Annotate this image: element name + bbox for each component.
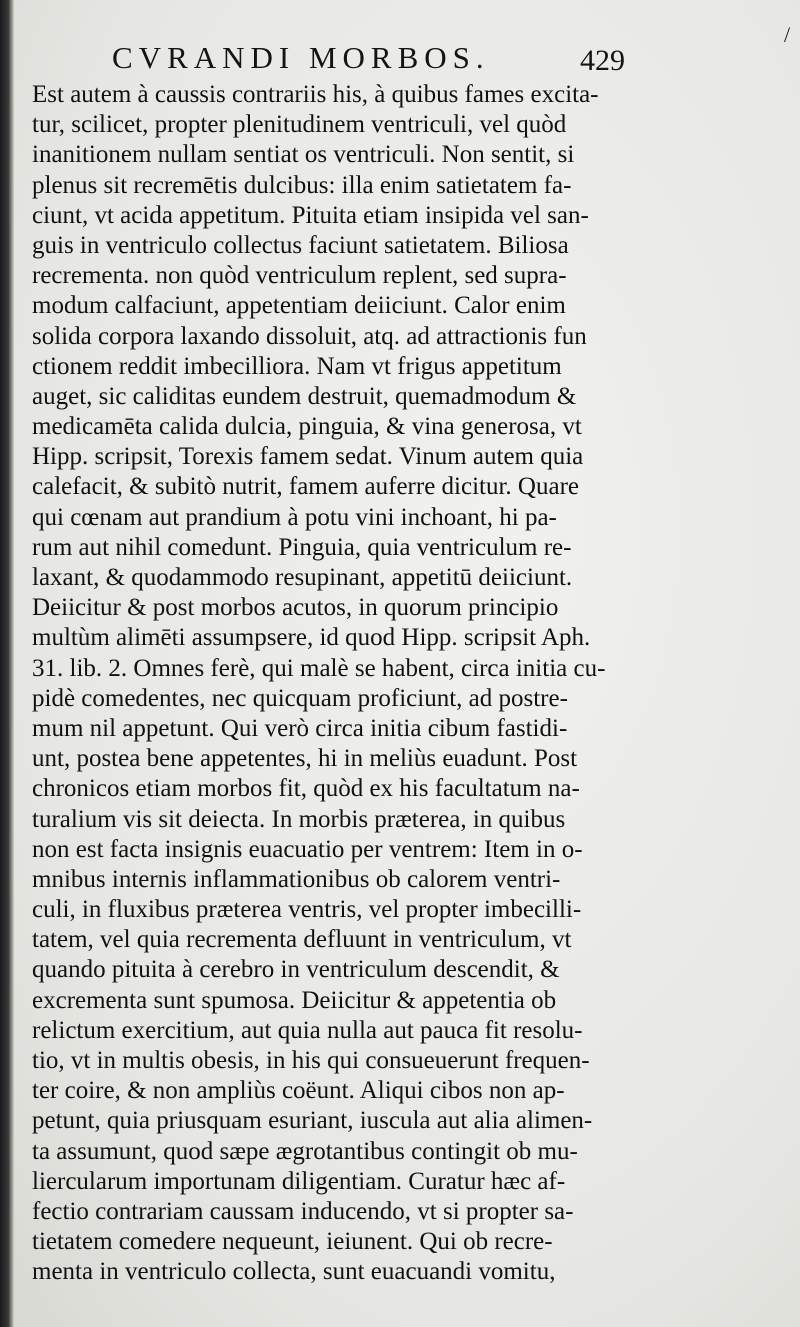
- text-line: tur, scilicet, propter plenitudinem ventriculi, vel quòd: [32, 111, 567, 139]
- text-line: fectio contrariam caussam inducendo, vt si propter sa-: [32, 1197, 574, 1225]
- text-line: auget, sic caliditas eundem destruit, quemadmodum &: [32, 382, 577, 410]
- margin-mark: /: [784, 22, 791, 47]
- text-line: tietatem comedere nequeunt, ieiunent. Qui ob recre-: [32, 1228, 553, 1256]
- text-line: calefacit, & subitò nutrit, famem auferre dicitur. Quare: [32, 473, 579, 501]
- text-line: recrementa. non quòd ventriculum replent, sed supra-: [32, 262, 567, 290]
- text-line: ciunt, vt acida appetitum. Pituita etiam insipida vel san-: [32, 201, 589, 229]
- text-line: rum aut nihil comedunt. Pinguia, quia ventriculum re-: [32, 533, 572, 561]
- text-line: ctionem reddit imbecilliora. Nam vt frigus appetitum: [32, 352, 562, 380]
- text-line: pidè comedentes, nec quicquam proficiunt, ad postre-: [32, 684, 568, 712]
- text-line: guis in ventriculo collectus faciunt satietatem. Biliosa: [32, 231, 569, 259]
- text-line: tio, vt in multis obesis, in his qui consueuerunt frequen-: [32, 1047, 590, 1074]
- text-line: excrementa sunt spumosa. Deiicitur & appetentia ob: [32, 986, 557, 1014]
- text-line: ter coire, & non ampliùs coëunt. Aliqui cibos non ap-: [32, 1077, 565, 1105]
- text-line: solida corpora laxando dissoluit, atq. ad attractionis fun: [32, 322, 587, 350]
- text-line: mum nil appetunt. Qui verò circa initia cibum fastidi-: [32, 714, 568, 742]
- book-gutter-shadow: [0, 0, 14, 1327]
- text-line: medicamēta calida dulcia, pinguia, & vina generosa, vt: [32, 413, 582, 441]
- page-header: [14, 36, 800, 86]
- text-line: relictum exercitium, aut quia nulla aut pauca fit resolu-: [32, 1016, 583, 1044]
- text-line: qui cœnam aut prandium à potu vini inchoant, hi pa-: [32, 503, 557, 531]
- text-line: inanitionem nullam sentiat os ventriculi. Non sentit, si: [32, 141, 575, 169]
- text-line: menta in ventriculo collecta, sunt euacuandi vomitu,: [32, 1258, 556, 1286]
- text-line: Deiicitur & post morbos acutos, in quorum principio: [32, 594, 559, 622]
- page-paper: [14, 0, 800, 1327]
- page-number: 429: [580, 44, 625, 77]
- text-line: 31. lib. 2. Omnes ferè, qui malè se habent, circa initia cu-: [32, 654, 606, 682]
- body-text: [32, 80, 654, 1288]
- text-line: laxant, & quodammodo resupinant, appetitū deiiciunt.: [32, 564, 573, 591]
- text-line: liercularum importunam diligentiam. Curatur hæc af-: [32, 1167, 566, 1195]
- text-line: Hipp. scripsit, Torexis famem sedat. Vinum autem quia: [32, 443, 584, 471]
- text-line: unt, postea bene appetentes, hi in meliùs euadunt. Post: [32, 745, 578, 773]
- text-line: turalium vis sit deiecta. In morbis præterea, in quibus: [32, 805, 566, 833]
- text-line: petunt, quia priusquam esuriant, iuscula aut alia alimen-: [32, 1107, 593, 1135]
- text-line: quando pituita à cerebro in ventriculum descendit, &: [32, 956, 560, 984]
- text-line: multùm alimēti assumpsere, id quod Hipp. scripsit Aph.: [32, 624, 591, 652]
- text-line: plenus sit recremētis dulcibus: illa enim satietatem fa-: [32, 171, 572, 199]
- text-line: tatem, vel quia recrementa defluunt in ventriculum, vt: [32, 926, 572, 954]
- text-line: non est facta insignis euacuatio per ventrem: Item in o-: [32, 835, 583, 863]
- text-line: mnibus internis inflammationibus ob calorem ventri-: [32, 865, 561, 893]
- text-line: Est autem à caussis contrariis his, à quibus fames excita-: [32, 81, 599, 108]
- text-line: ta assumunt, quod sæpe ægrotantibus contingit ob mu-: [32, 1137, 578, 1165]
- running-head: CVRANDI MORBOS.: [112, 40, 490, 75]
- text-line: modum calfaciunt, appetentiam deiiciunt. Calor enim: [32, 292, 566, 320]
- text-line: culi, in fluxibus præterea ventris, vel propter imbecilli-: [32, 896, 582, 924]
- text-line: chronicos etiam morbos fit, quòd ex his facultatum na-: [32, 775, 580, 803]
